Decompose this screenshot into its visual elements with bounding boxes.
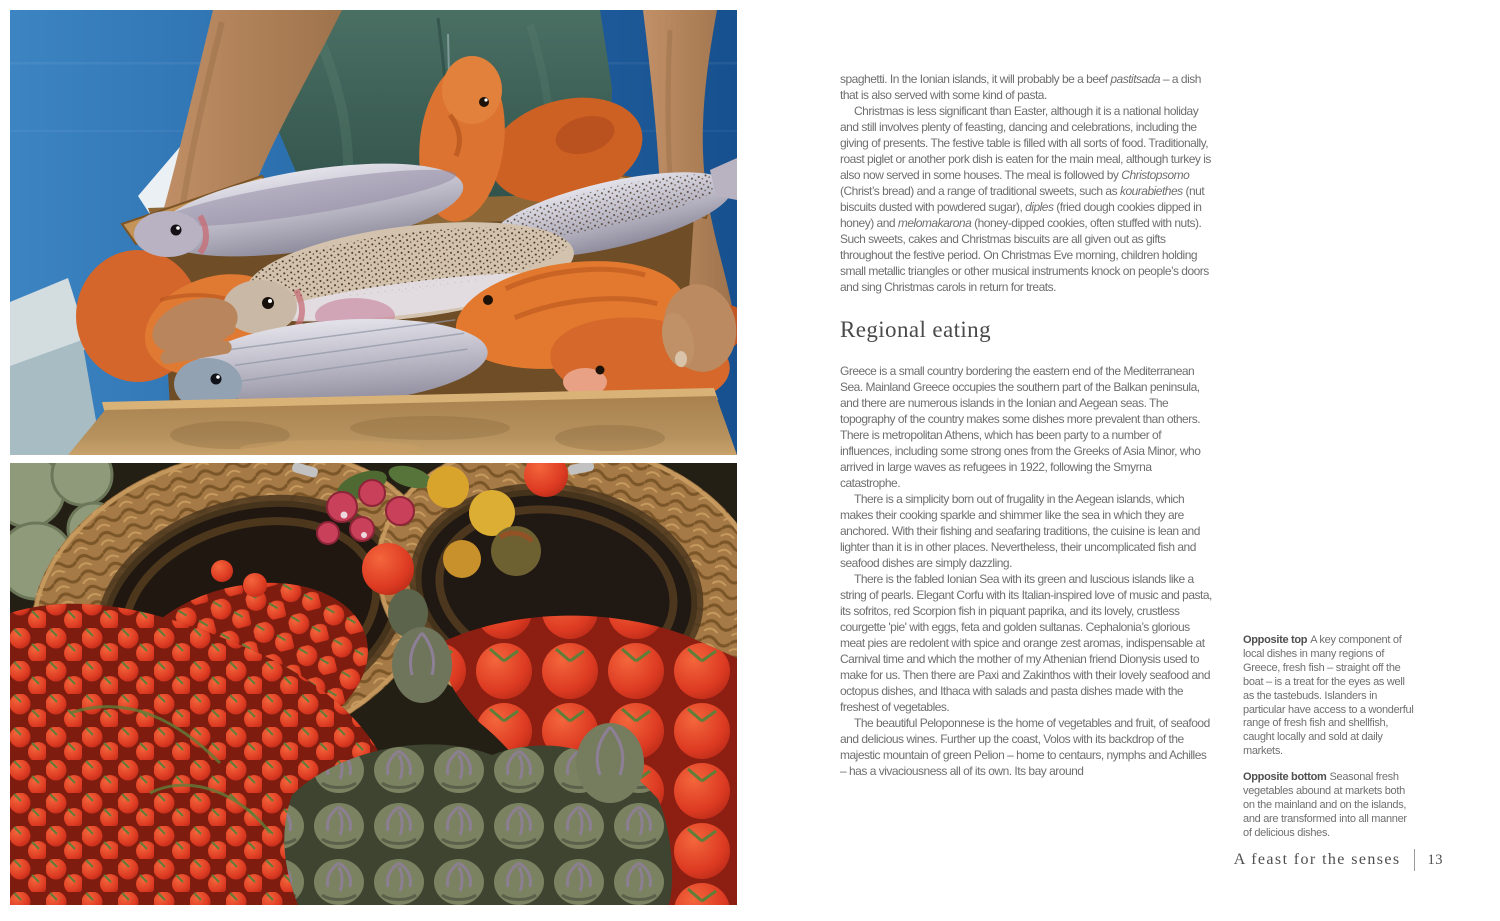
vegetable-baskets-illustration (10, 463, 737, 905)
photo-vegetable-baskets (10, 463, 737, 905)
caption-lead: Opposite bottom (1243, 771, 1327, 784)
paragraph: The beautiful Peloponnese is the home of vegetables and fruit, of seafood and delicious wines. Further up the coast, Volos with its backdrop of the majestic mountain of green Pelion – home to centaurs, nymphs and Achilles – has a vivaciousness all of its own. Its bay around (840, 716, 1210, 778)
page-footer (1143, 847, 1443, 873)
section-heading: Regional eating (840, 317, 991, 342)
page-number: 13 (1427, 851, 1443, 868)
running-title: A feast for the senses (1233, 851, 1401, 868)
caption-lead: Opposite top (1243, 634, 1308, 646)
caption-opposite-top (1243, 634, 1415, 759)
paragraph: There is a simplicity born out of frugality in the Aegean islands, which makes their cooking sparkle and shimmer like the sea in which they are anchored. With their fishing and seafaring traditions, the cuisine is lean and lighter than it is in other places. Nevertheless, their uncomplicated fish and seafood dishes are simply dazzling. (840, 492, 1200, 570)
article-column (840, 71, 1212, 779)
caption-text: Seasonal fresh vegetables abound at markets both on the mainland and on the islands, and are transformed into all manner of delicious dishes. (1243, 771, 1407, 839)
caption-text: A key component of local dishes in many regions of Greece, fresh fish – straight off the boat – is a treat for the eyes as well as the tastebuds. Islanders in particular have access to a wonderful range of fresh fish and shellfish, caught locally and sold at daily markets. (1243, 634, 1414, 758)
photo-fish-crate (10, 10, 737, 455)
caption-opposite-bottom (1243, 771, 1415, 841)
paragraph: Greece is a small country bordering the eastern end of the Mediterranean Sea. Mainland Greece occupies the southern part of the Balkan peninsula, and there are numerous islands in the Ionian and Aegean seas. The topography of the country makes some dishes more prevalent than others. There is metropolitan Athens, which has been party to a number of influences, including some strong ones from the Greeks of Asia Minor, who arrived in large waves as refugees in 1922, following the Smyrna catastrophe. (840, 364, 1201, 490)
footer-divider (1414, 849, 1415, 871)
fish-crate-illustration (10, 10, 737, 455)
photo-captions (1243, 634, 1415, 853)
paragraph: spaghetti. In the Ionian islands, it will probably be a beef pastitsada – a dish that is also served with some kind of pasta. (840, 72, 1201, 102)
paragraph: There is the fabled Ionian Sea with its green and luscious islands like a string of pearls. Elegant Corfu with its Italian-inspired love of music and pasta, its sofritos, red Scorpion fish in piquant paprika, and its lovely, crustless courgette 'pie' with eggs, feta and golden sultanas. Cephalonia’s glorious meat pies are redolent with spice and orange zest aromas, indispensable at Carnival time and which the mother of my Athenian friend Dionysis used to make for us. Then there are Paxi and Zakinthos with their lovely seafood and octopus dishes, and Ithaca with salads and pasta dishes made with the freshest of vegetables. (840, 572, 1212, 714)
paragraph: Christmas is less significant than Easter, although it is a national holiday and still involves plenty of feasting, dancing and celebrations, including the giving of presents. The festive table is filled with all sorts of food. Traditionally, roast piglet or another pork dish is eaten for the main meal, although turkey is also now served in some houses. The meal is followed by Christopsomo (Christ’s bread) and a range of traditional sweets, such as kourabiethes (nut biscuits dusted with powdered sugar), diples (fried dough cookies dipped in honey) and melomakarona (honey-dipped cookies, often stuffed with nuts). Such sweets, cakes and Christmas biscuits are all given out as gifts throughout the festive period. On Christmas Eve morning, children holding small metallic triangles or other musical instruments knock on people’s doors and sing Christmas carols in return for treats. (840, 104, 1211, 294)
